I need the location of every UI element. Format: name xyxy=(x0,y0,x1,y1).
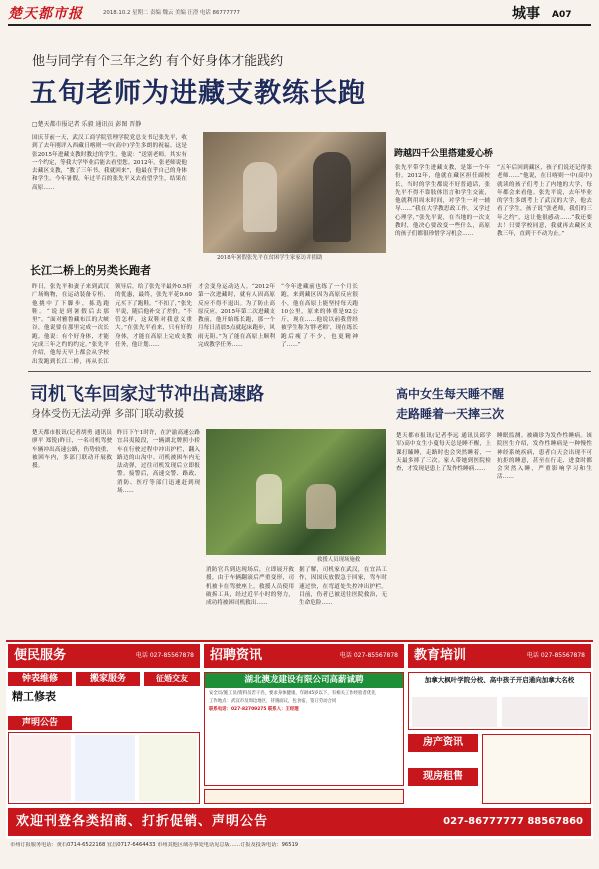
ad-bar-bianmin-title: 便民服务 xyxy=(14,648,67,664)
ad-edu-title: 加拿大枫叶学院分校、高中孩子开启通向加拿大名校 xyxy=(424,676,575,684)
ad-bar-zhaopin-tel: 电话 027-85567878 xyxy=(339,651,398,659)
ad-grid-left-block xyxy=(139,735,197,801)
student-body-col1: 楚天都市报讯(记者李远 通讯员邱学军)高中女生小蔓每天总是睡不醒，上课打瞌睡，走路时也会突然睡着，一天最多摔了三次。家人带她到医院检查，才发现是患上了发作性睡病…… xyxy=(396,433,491,473)
lead-intro: 国庆节前一天，武汉工商学院管理学院党总支书记张先平，收到了去年刚评入西藏日喀则一中(高中)学生多朗的祝福。这是张2015年进藏支教时教过的学生，他说：“送别老师，其实有一个约定，等我大学毕业后能去看望您。2012年，张老师说他去藏区支教，“教了三年书，我就回来”，他最在乎自己的身体和学生。今年暑假，年过半百的张先平又去看望学生，结果在高原…… xyxy=(32,135,187,191)
sidebar-title: 跨越四千公里搭建爱心桥 xyxy=(394,149,494,159)
driver-photo-person xyxy=(256,474,282,524)
ad-cat-moving: 搬家服务 xyxy=(76,672,140,686)
footer-subscribe: 市州订报服务电话：黄石0714-6522168 宜昌0717-6464433 市州其他区域办事处电话见总版……订报及投诉电话：96519 xyxy=(10,842,299,848)
ad-cat-rental: 现房租售 xyxy=(408,768,478,786)
lead-photo xyxy=(203,132,386,253)
lead-kicker: 他与同学有个三年之约 有个好身体才能践约 xyxy=(32,54,284,69)
ad-edu-block xyxy=(412,697,497,727)
driver-body-col4: 据了解，司机家在武汉，在宜昌工作，因国庆放假急于回家，驾车时速过快，在弯道处失控冲出护栏。目前，伤者已被送往医院救治，无生命危险…… xyxy=(299,567,387,607)
footer-banner-tel: 027-86777777 88567860 xyxy=(443,816,583,828)
lead-headline: 五旬老师为进藏支教练长跑 xyxy=(30,78,366,109)
driver-body-col2: 昨日下午1时许，在沪渝高速公路宜昌夷陵段，一辆湖北牌照小轿车在行驶过程中冲出护栏，翻入路边的山沟中。司机被困车内无法动弹，过往司机发现后立即报警。接警后，高速交警、路政、消防、医疗等部门迅速赶到现场…… xyxy=(117,430,200,495)
student-body-col2: 睡眠监测。被确诊为发作性睡病。该院医生介绍，发作性睡病是一种慢性神经系统疾病，患者白天会出现不可抗拒的睡意，甚至在行走、进食时都会突然入睡，严重影响学习和生活…… xyxy=(497,433,592,481)
ad-job-line: 安全员/施工员/资料员若干名，要求身体健康，年龄45岁以下，有相关工作经验者优先 xyxy=(209,691,376,697)
ad-bar-bianmin xyxy=(8,644,200,668)
masthead-rule xyxy=(8,24,591,26)
masthead-date: 2018.10.2 星期二 责编 魏云 美编 汪澄 电话 86777777 xyxy=(103,10,240,16)
ad-grid-left xyxy=(8,732,200,804)
sidebar-body-col1: 张先平带学生进藏支教，是第一个年份。2012年，他就在藏区担任副校长，当时的学生都说不好普通话，张先平不得不靠肢体语言和学生交流，他就利用周末时间，对学生一对一辅导……“我在大学教思政工作，又学过心理学，”张先平说，在当地的一次支教时，他决心要改变一些什么，高原的孩子们都很珍惜学习机会…… xyxy=(395,165,490,238)
driver-photo-caption: 救援人员现场施救 xyxy=(317,557,361,563)
ad-cat-realestate: 房产资讯 xyxy=(408,734,478,752)
lead-body-col2: 领导后，给了张先平最外0.5折的优惠，最终，张先平花9.60元买下了跑鞋。“不扣了，”张先平说，随后他补交了差价。“不管怎样，这双鞋对我意义重大。”在张先平看来，只有好的身体，才能在高原上完成支教任务，他计划…… xyxy=(115,284,192,349)
driver-photo xyxy=(206,429,386,555)
ad-job-company: 湖北澳龙建设有限公司高薪诚聘 xyxy=(205,673,403,688)
ad-bar-zhaopin xyxy=(204,644,404,668)
driver-body-col3: 消防官兵到达现场后，立即展开救援。由于车辆翻滚后严重变形，司机被卡在驾驶座上，救援人员使用破拆工具，经过近半小时的努力，成功将被困司机救出…… xyxy=(206,567,294,607)
lead-photo-person xyxy=(313,152,351,242)
ad-grid-left-block xyxy=(75,735,135,801)
driver-headline: 司机飞车回家过节冲出高速路 xyxy=(30,384,264,405)
section-divider xyxy=(28,371,591,372)
lead-subhead: 长江二桥上的另类长跑者 xyxy=(30,264,151,277)
driver-byline: 楚天都市报讯(记者胡勇 通讯员廖平 郑锐)昨日，一名司机驾驶车辆冲出高速公路，伤势较重，被困车内，多部门联动开展救援。 xyxy=(32,430,112,470)
student-headline-2: 走路睡着一天摔三次 xyxy=(396,407,505,421)
ad-edu xyxy=(408,672,591,730)
lead-photo-caption: 2018年暑假张先平在贫困学生家家访并捐助 xyxy=(217,255,323,261)
page-number: A07 xyxy=(552,10,572,20)
ad-realestate-right xyxy=(482,734,591,804)
ad-bar-jiaoyu-tel: 电话 027-85567878 xyxy=(526,651,585,659)
lead-byline: □楚天都市报记者 乐毅 通讯员 彭图 晋静 xyxy=(32,121,142,128)
lead-body-col1: 昨日，张先平和妻子来到武汉广场购物，在运动装备专柜，他挑中了下脚步，拣选跑鞋。“说是到暑假后去那里”。“面对雅鲁藏布江的大峡谷，他说要在那里完成一次长跑。他说：有个好身体，才能完成三年之约的约定。”张先平介绍，他每天早上都会从学校出发跑到长江二桥，再从长江 xyxy=(32,284,109,365)
ad-job-line: 联系电话：027-82709275 联系人：王经理 xyxy=(209,707,299,713)
ad-job-lower xyxy=(204,789,404,804)
driver-photo-person xyxy=(306,484,336,529)
lead-photo-person xyxy=(243,162,277,232)
ad-cat-watch: 钟表维修 xyxy=(8,672,72,686)
ad-cat-dating: 征婚交友 xyxy=(144,672,200,686)
student-headline-1: 高中女生每天睡不醒 xyxy=(396,387,505,401)
footer-banner-text: 欢迎刊登各类招商、打折促销、声明公告 xyxy=(16,814,269,830)
driver-subhead: 身体受伤无法动弹 多部门联动救援 xyxy=(31,409,185,420)
ad-grid-left-block xyxy=(11,735,71,801)
ad-job xyxy=(204,672,404,786)
ad-cat-notice: 声明公告 xyxy=(8,716,72,730)
masthead xyxy=(0,0,599,34)
sidebar-body-col2: “五年后回到藏区，孩子们说还记得张老师……”他说，在日喀则一中(高中)就读的孩子们考上了内地的大学，每年都会来看他。张先平说，去年毕业的学生多朗考上了武汉的大学，他去看了学生，孩子说“张老师，我们的三年之约”，这让他很感动……“我还要去！只要学校同意，我就再去藏区支教三年，直到干不动为止。” xyxy=(497,165,592,238)
section-name: 城事 xyxy=(512,6,540,22)
masthead-logo: 楚天都市报 xyxy=(8,6,83,22)
ad-bar-jiaoyu-title: 教育培训 xyxy=(414,648,467,664)
lead-body-col3: 才会变身运动达人。“2012年第一次进藏时，就有人因高原反应不得不退出。为了防止高原反应，2015年第二次进藏支教前，他开始练长跑，那一个月每日清晨5点就起床跑步，风雨无阻。”为了能在高原上顺利完成教学任务…… xyxy=(198,284,275,349)
lead-body-col4: “今年进藏前也练了一个月长跑，来到藏区因为高原反应很小，他在高原上能坚持每天跑10公里，原来的体重是92公斤，现在……他说以前我曾经被学生称为‘胖老师’，现在练长跑后瘦了不少，也更精神了……” xyxy=(281,284,358,349)
ad-job-line: 工作地点：武汉市及周边地区，待遇面议，包食宿，签订劳动合同 xyxy=(209,699,337,705)
footer-banner xyxy=(8,808,591,836)
ad-bar-bianmin-tel: 电话 027-85567878 xyxy=(135,651,194,659)
ad-edu-block xyxy=(502,697,588,727)
ad-bar-zhaopin-title: 招聘资讯 xyxy=(210,648,263,664)
ad-bar-jiaoyu xyxy=(408,644,591,668)
ad-watch-title: 精工修表 xyxy=(12,690,56,703)
